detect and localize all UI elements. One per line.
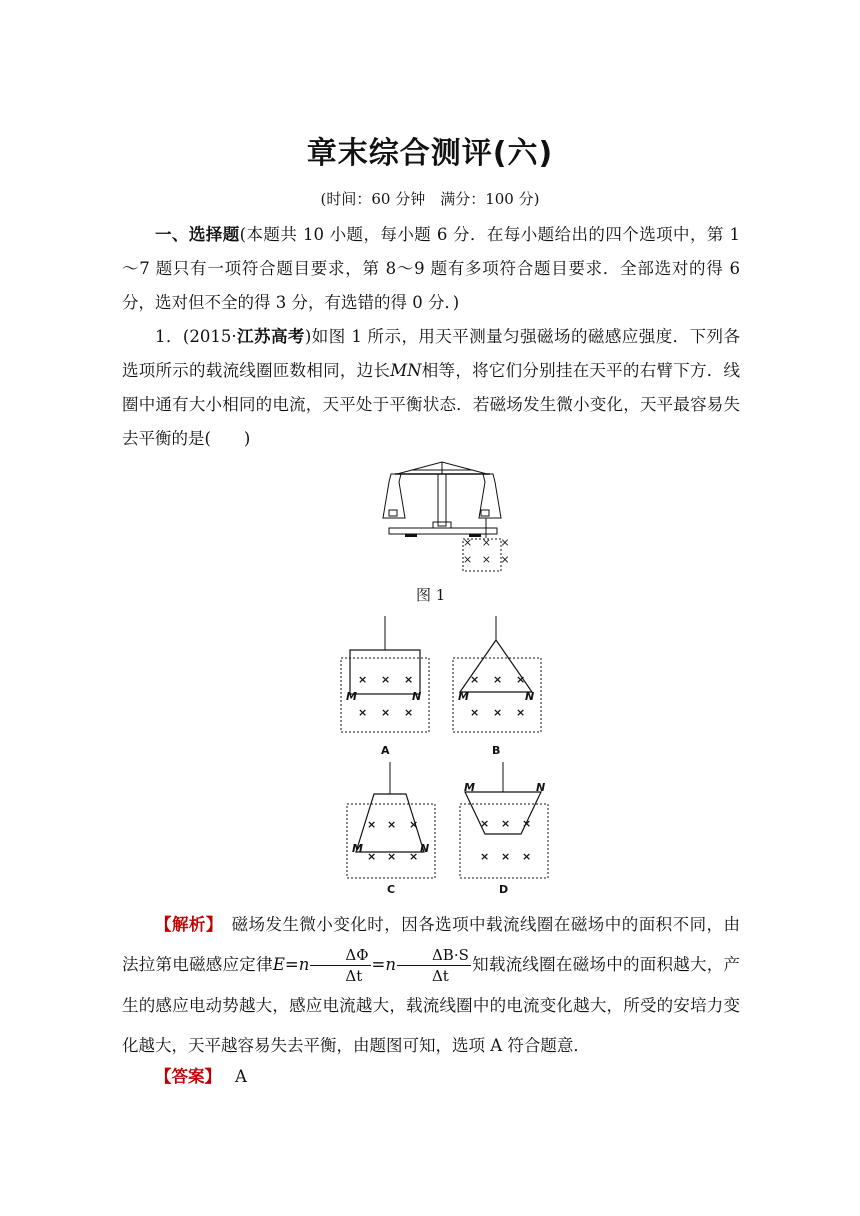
option-b-n: N (525, 690, 535, 703)
option-b-m: M (458, 690, 469, 703)
eq-equals-1: = (284, 955, 299, 974)
option-a-x5: × (381, 706, 391, 719)
section-instructions (122, 218, 740, 320)
option-a-label: A (381, 744, 390, 757)
analysis-text-a: 磁场发生微小变化时，因各选项中载流线圈在磁场中的面积不同，由法拉第电磁感应定律 (122, 915, 741, 974)
fraction-1-numerator: ΔΦ (310, 945, 370, 966)
fraction-1-denominator: Δt (345, 967, 363, 985)
eq-e: E (272, 955, 285, 974)
page-title: 章末综合测评(六) (306, 136, 554, 171)
option-c-label: C (387, 883, 396, 896)
option-d-label: D (499, 883, 509, 896)
answer-line (122, 1060, 740, 1094)
option-c-x5: × (387, 850, 397, 863)
analysis-text-b: 知载流线圈在磁场中的面积越大，产生的感应电动势越大，感应电流越大，载流线圈中的电流变化越大，所受的安培力变化越大，天平越容易失去平衡，由题图可知，选项 A 符合题意． (122, 955, 741, 1055)
option-a-x2: × (381, 673, 391, 686)
option-b-x4: × (470, 706, 480, 719)
option-a-x3: × (404, 673, 414, 686)
option-b-x5: × (493, 706, 503, 719)
option-d-m: M (464, 781, 475, 794)
section-text: (本题共 10 小题，每小题 6 分．在每小题给出的四个选项中，第 1～7 题只有一项符合题目要求，第 8～9 题有多项符合题目要求．全部选对的得 6 分，选对但不全的得 3 分，有选错的得 0 分．) (122, 225, 741, 312)
analysis-tag: 【解析】 (155, 915, 215, 934)
option-d-x4: × (480, 850, 490, 863)
option-b-x2: × (493, 673, 503, 686)
option-b-x1: × (470, 673, 480, 686)
question-source: 江苏高考 (236, 327, 305, 346)
option-c-x3: × (409, 818, 419, 831)
question-text-a: )如图 1 所示，用天平测量匀强磁场的磁感应强度．下列各选项所示的载流线圈匝数相同，边长 (122, 327, 741, 380)
option-c-x6: × (409, 850, 419, 863)
option-a-x6: × (404, 706, 414, 719)
eq-equals-2: = (371, 955, 386, 974)
option-d-x2: × (501, 817, 511, 830)
option-d-x3: × (522, 817, 532, 830)
fraction-2-numerator: ΔB·S (397, 945, 471, 966)
option-b-label: B (492, 744, 501, 757)
option-d-x5: × (501, 850, 511, 863)
fraction-1 (310, 945, 370, 986)
option-b-x3: × (516, 673, 526, 686)
eq-n-2: n (385, 955, 396, 974)
option-c-x4: × (367, 850, 377, 863)
section-heading: 一、选择题 (155, 225, 240, 244)
question-source-prefix: (2015· (182, 327, 237, 346)
question-text-b: 相等，将它们分别挂在天平的右臂下方．线圈中通有大小相同的电流，天平处于平衡状态．若磁场发生微小变化，天平最容易失去平衡的是( ) (122, 361, 741, 448)
option-a-n: N (412, 690, 422, 703)
figure-1-caption: 图 1 (416, 586, 446, 604)
option-a-m: M (346, 690, 357, 703)
eq-n-1: n (298, 955, 310, 974)
option-c-n: N (420, 842, 430, 855)
field-marks-row1: × × × (463, 536, 513, 549)
option-c-x2: × (387, 818, 397, 831)
analysis-paragraph (122, 905, 740, 1066)
option-c-m: M (352, 842, 363, 855)
fraction-2-denominator: Δt (431, 967, 449, 985)
fraction-2 (397, 945, 471, 986)
option-d-x1: × (480, 817, 490, 830)
option-b-x6: × (516, 706, 526, 719)
option-c-x1: × (367, 818, 377, 831)
question-number: 1． (155, 327, 183, 346)
exam-info: (时间：60 分钟 满分：100 分) (320, 190, 540, 208)
answer-value: A (235, 1067, 247, 1086)
question-mn: MN (390, 361, 422, 380)
option-d-x6: × (522, 850, 532, 863)
option-d-n: N (536, 781, 546, 794)
question-1 (122, 320, 740, 456)
answer-tag: 【答案】 (155, 1067, 221, 1086)
option-a-x4: × (358, 706, 368, 719)
option-a-x1: × (358, 673, 368, 686)
field-marks-row2: × × × (463, 553, 513, 566)
